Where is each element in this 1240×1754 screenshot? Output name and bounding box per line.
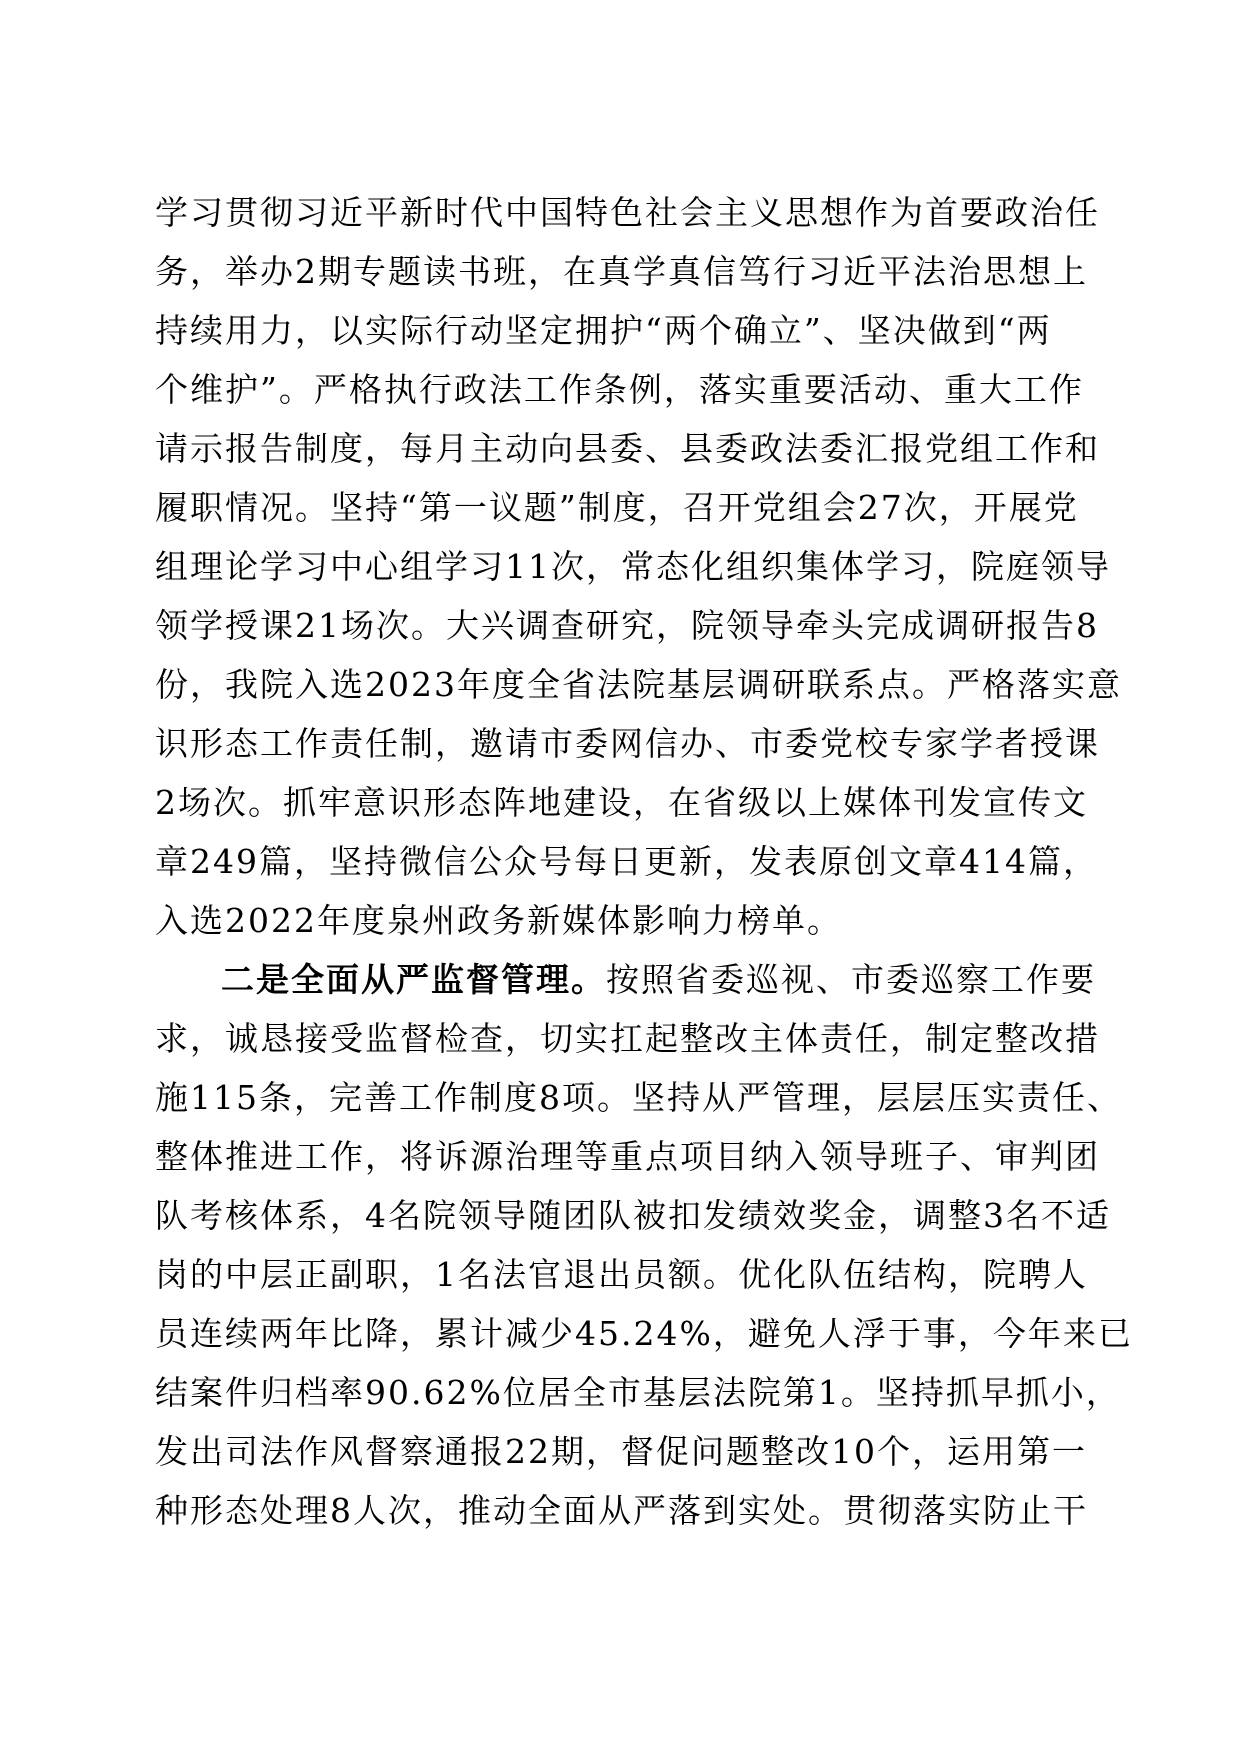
text-line: 2场次。抓牢意识形态阵地建设，在省级以上媒体刊发宣传文 bbox=[155, 783, 1088, 822]
text-line: 队考核体系，4名院领导随团队被扣发绩效奖金，调整3名不适 bbox=[155, 1196, 1111, 1235]
text-line: 个维护”。严格执行政法工作条例，落实重要活动、重大工作 bbox=[155, 370, 1084, 409]
text-line: 履职情况。坚持“第一议题”制度，召开党组会27次，开展党 bbox=[155, 488, 1079, 527]
text-line: 结案件归档率90.62%位居全市基层法院第1。坚持抓早抓小， bbox=[155, 1373, 1121, 1412]
text-line: 章249篇，坚持微信公众号每日更新，发表原创文章414篇， bbox=[155, 842, 1098, 881]
text-line: 入选2022年度泉州政务新媒体影响力榜单。 bbox=[155, 901, 842, 940]
text-line: 学习贯彻习近平新时代中国特色社会主义思想作为首要政治任 bbox=[155, 193, 1100, 232]
text-line: 施115条，完善工作制度8项。坚持从严管理，层层压实责任、 bbox=[155, 1078, 1122, 1117]
text-line: 识形态工作责任制，邀请市委网信办、市委党校专家学者授课 bbox=[155, 724, 1100, 763]
text-line: 整体推进工作，将诉源治理等重点项目纳入领导班子、审判团 bbox=[155, 1137, 1100, 1176]
paragraph-first-line bbox=[155, 950, 1095, 1009]
text-run: 按照省委巡视、市委巡察工作要 bbox=[606, 960, 1096, 999]
paragraph-lead-heading: 二是全面从严监督管理。 bbox=[221, 960, 606, 999]
text-line: 岗的中层正副职，1名法官退出员额。优化队伍结构，院聘人 bbox=[155, 1255, 1088, 1294]
paragraph-1 bbox=[155, 183, 1122, 950]
body-text bbox=[155, 183, 1133, 1540]
text-line: 请示报告制度，每月主动向县委、县委政法委汇报党组工作和 bbox=[155, 429, 1100, 468]
text-line: 务，举办2期专题读书班，在真学真信笃行习近平法治思想上 bbox=[155, 252, 1088, 291]
paragraph-2 bbox=[155, 950, 1133, 1540]
text-line: 员连续两年比降，累计减少45.24%，避免人浮于事，今年来已 bbox=[155, 1314, 1133, 1353]
text-line: 持续用力，以实际行动坚定拥护“两个确立”、坚决做到“两 bbox=[155, 311, 1052, 350]
text-line: 组理论学习中心组学习11次，常态化组织集体学习，院庭领导 bbox=[155, 547, 1111, 586]
text-line: 领学授课21场次。大兴调查研究，院领导牵头完成调研报告8 bbox=[155, 606, 1099, 645]
text-line: 种形态处理8人次，推动全面从严落到实处。贯彻落实防止干 bbox=[155, 1491, 1088, 1530]
text-line: 份，我院入选2023年度全省法院基层调研联系点。严格落实意 bbox=[155, 665, 1122, 704]
text-line: 发出司法作风督察通报22期，督促问题整改10个，运用第一 bbox=[155, 1432, 1087, 1471]
text-line: 求，诚恳接受监督检查，切实扛起整改主体责任，制定整改措 bbox=[155, 1019, 1100, 1058]
